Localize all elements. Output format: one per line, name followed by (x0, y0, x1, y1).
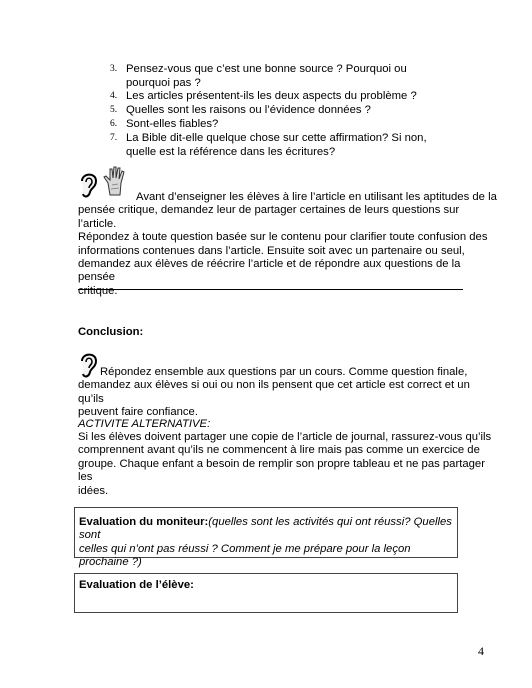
list-number: 5. (110, 105, 118, 115)
list-number: 6. (110, 119, 118, 129)
list-text: Sont-elles fiables? (126, 118, 219, 130)
teacher-evaluation-box (74, 507, 458, 569)
list-text: La Bible dit-elle quelque chose sur cette affirmation? Si non, quelle est la référence dans les écritures? (126, 132, 427, 158)
list-text: Pensez-vous que c’est une bonne source ? Pourquoi ou pourquoi pas ? (126, 63, 407, 89)
conclusion-line: Répondez ensemble aux questions par un cours. Comme question finale, (100, 366, 468, 378)
conclusion-line: demandez aux élèves si oui ou non ils pensent que cet article est correct et un qu’ils (78, 379, 470, 405)
question-list (110, 63, 470, 158)
note-line: critique. (78, 284, 118, 297)
note-line: informations contenues dans l’article. Ensuite soit avec un partenaire ou seul, (78, 244, 465, 257)
note-line: demandez aux élèves de réécrire l’article et de répondre aux questions de la pensée (78, 258, 461, 284)
teacher-evaluation-prompt: (quelles sont les activités qui ont réussi? Quelles sont (79, 516, 452, 542)
teacher-note (78, 191, 498, 298)
alternative-text (78, 431, 498, 498)
list-text: Les articles présentent-ils les deux aspects du problème ? (126, 90, 417, 102)
alternative-line: idées. (78, 484, 109, 497)
conclusion-heading: Conclusion: (78, 326, 144, 338)
alternative-line: groupe. Chaque enfant a besoin de remplir son propre tableau et ne pas partager les (78, 457, 485, 484)
student-evaluation-label: Evaluation de l’élève: (79, 579, 194, 591)
alternative-line: comprennent avant qu’ils ne commencent à lire mais pas comme un exercice de (78, 444, 480, 457)
conclusion-text (78, 366, 498, 420)
teacher-evaluation-label: Evaluation du moniteur: (79, 516, 209, 528)
student-evaluation-box (74, 573, 458, 613)
page-number: 4 (478, 644, 484, 658)
list-text: Quelles sont les raisons ou l’évidence données ? (126, 104, 371, 116)
note-line: Répondez à toute question basée sur le contenu pour clarifier toute confusion des (78, 231, 488, 244)
list-number: 7. (110, 133, 118, 143)
note-line: pensée critique, demandez leur de partager certaines de leurs questions sur l’article. (78, 204, 460, 230)
alternative-line: Si les élèves doivent partager une copie de l’article de journal, rassurez-vous qu’ils (78, 431, 492, 443)
teacher-evaluation-prompt: celles qui n’ont pas réussi ? Comment je me prépare pour la leçon prochaine ?) (79, 542, 411, 569)
alternative-heading: ACTIVITE ALTERNATIVE: (78, 418, 211, 430)
note-line: Avant d’enseigner les élèves à lire l’article en utilisant les aptitudes de la (136, 191, 497, 203)
section-divider (78, 289, 463, 290)
list-number: 3. (110, 64, 118, 74)
conclusion-line: peuvent faire confiance. (78, 406, 198, 419)
list-number: 4. (110, 91, 118, 101)
